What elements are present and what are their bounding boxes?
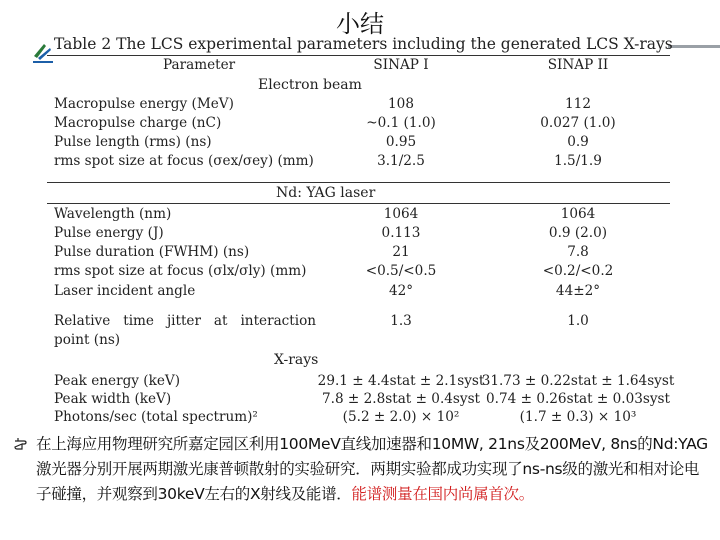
- section-title-electron-beam: Electron beam: [258, 77, 362, 93]
- table-cell-param: Pulse energy (J): [54, 225, 164, 241]
- table-cell-sinap1: 1064: [383, 206, 419, 222]
- table-cell-param: Relative time jitter at interaction: [54, 313, 317, 329]
- column-header-sinap-1: SINAP I: [373, 57, 429, 73]
- table-cell-sinap1: 0.95: [385, 134, 417, 150]
- section-title-xrays: X-rays: [274, 352, 319, 368]
- table-cell-param: Pulse duration (FWHM) (ns): [54, 244, 250, 260]
- table-cell-sinap2: 0.9: [567, 134, 589, 150]
- pointing-hand-icon: [14, 434, 32, 452]
- table-cell-sinap2: (1.7 ± 0.3) × 10³: [519, 409, 637, 425]
- table-cell-sinap1: 1.3: [390, 313, 412, 329]
- table-rule-mid-2: [47, 203, 670, 204]
- table-cell-sinap2: 0.027 (1.0): [540, 115, 616, 131]
- table-rule-mid-1: [47, 182, 670, 183]
- table-cell-sinap2: 1.5/1.9: [554, 153, 602, 169]
- table-cell-param: Pulse length (rms) (ns): [54, 134, 212, 150]
- table-cell-sinap2: 1.0: [567, 313, 589, 329]
- table-cell-param: Macropulse energy (MeV): [54, 96, 234, 112]
- summary-text: [36, 432, 714, 507]
- table-cell-sinap1: 108: [388, 96, 414, 112]
- table-cell-param: Photons/sec (total spectrum)²: [54, 409, 258, 425]
- table-cell-sinap1: 21: [392, 244, 410, 260]
- table-cell-param: Peak energy (keV): [54, 373, 180, 389]
- table-cell-param: Macropulse charge (nC): [54, 115, 222, 131]
- summary-text-main: 在上海应用物理研究所嘉定园区利用100MeV直线加速器和10MW, 21ns及200MeV, 8ns的Nd:YAG激光器分别开展两期激光康普顿散射的实验研究．两期实验都成功实现了ns-ns级的激光和相对论电子碰撞，并观察到30keV左右的Χ射线及能谱．: [36, 435, 708, 503]
- table-cell-sinap1: ~0.1 (1.0): [366, 115, 436, 131]
- table-cell-sinap2: 0.74 ± 0.26stat ± 0.03syst: [486, 391, 670, 407]
- column-header-parameter: Parameter: [163, 57, 236, 73]
- table-cell-sinap2: 1064: [560, 206, 596, 222]
- table-cell-sinap2: 44±2°: [555, 283, 601, 299]
- table-cell-sinap1: (5.2 ± 2.0) × 10²: [342, 409, 460, 425]
- table-cell-param: Laser incident angle: [54, 283, 196, 299]
- table-cell-sinap1: 42°: [388, 283, 414, 299]
- table-cell-sinap2: 31.73 ± 0.22stat ± 1.64syst: [481, 373, 675, 389]
- table-cell-sinap1: 7.8 ± 2.8stat ± 0.4syst: [321, 391, 481, 407]
- institute-logo-icon: [32, 36, 54, 66]
- section-title-laser: Nd: YAG laser: [276, 185, 376, 201]
- table-cell-param: rms spot size at focus (σlx/σly) (mm): [54, 263, 307, 279]
- column-header-sinap-2: SINAP II: [547, 57, 609, 73]
- table-caption: Table 2 The LCS experimental parameters including the generated LCS X-rays: [54, 35, 673, 53]
- table-cell-sinap2: 7.8: [567, 244, 589, 260]
- summary-text-highlight: 能谱测量在国内尚属首次。: [351, 485, 534, 503]
- table-cell-sinap2: 112: [565, 96, 591, 112]
- slide-title: 小结: [336, 10, 384, 38]
- table-cell-param: Wavelength (nm): [54, 206, 172, 222]
- table-cell-sinap2: <0.2/<0.2: [542, 263, 614, 279]
- table-cell-param: rms spot size at focus (σex/σey) (mm): [54, 153, 314, 169]
- decorative-line: [668, 45, 720, 48]
- table-cell-sinap2: 0.9 (2.0): [548, 225, 608, 241]
- table-cell-sinap1: <0.5/<0.5: [365, 263, 437, 279]
- table-cell-param: point (ns): [54, 332, 121, 348]
- table-rule-top: [47, 55, 670, 56]
- summary-bullet: [14, 432, 714, 507]
- table-cell-sinap1: 0.113: [381, 225, 421, 241]
- table-cell-sinap1: 29.1 ± 4.4stat ± 2.1syst: [317, 373, 485, 389]
- table-cell-sinap1: 3.1/2.5: [377, 153, 425, 169]
- table-cell-param: Peak width (keV): [54, 391, 172, 407]
